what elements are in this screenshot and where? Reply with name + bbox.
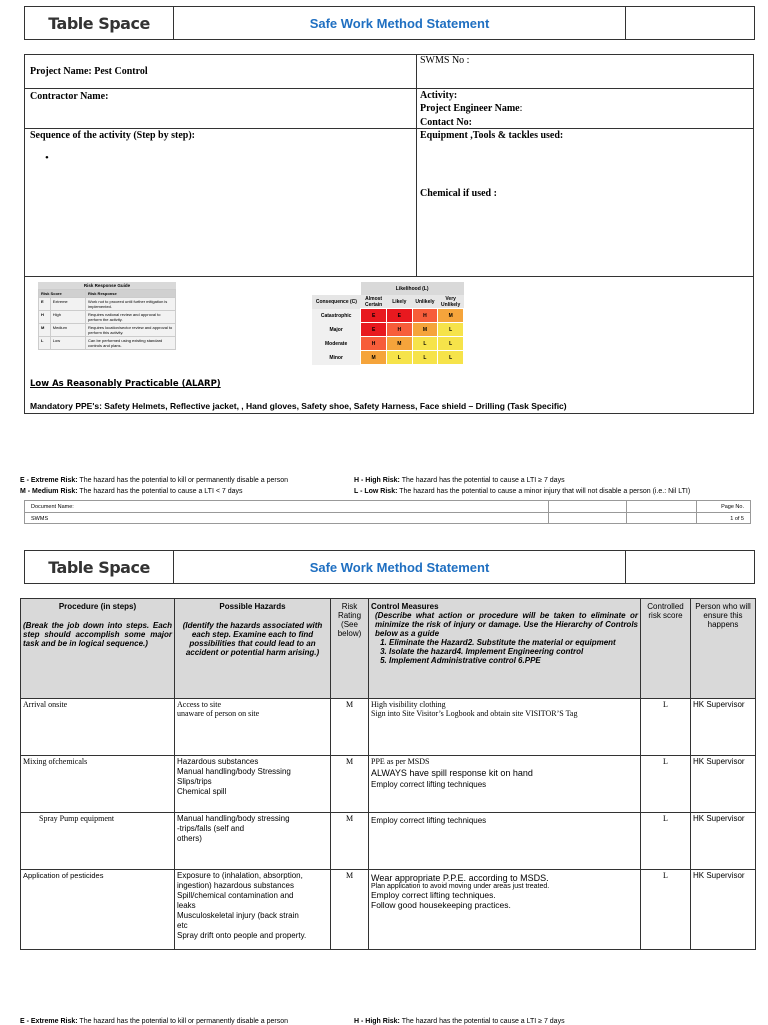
hazard-line: Hazardous substances <box>177 757 259 766</box>
control-hierarchy-item: 1. Eliminate the Hazard2. Substitute the material or equipment <box>389 638 638 647</box>
hazard-line: Exposure to (inhalation, absorption, <box>177 871 303 880</box>
hazard-line: ingestion) hazardous substances <box>177 881 294 890</box>
hazard-line: others) <box>177 834 202 843</box>
control-cell <box>369 813 641 870</box>
risk-rating-cell: M <box>331 756 369 813</box>
project-name: Project Name: Pest Control <box>30 66 148 77</box>
hazard-line: Musculoskeletal injury (back strain <box>177 911 299 920</box>
procedure-cell: Spray Pump equipment <box>21 813 175 870</box>
legend-label: H - High Risk: <box>354 1018 400 1025</box>
risk-guide-header: Risk Response <box>86 290 176 298</box>
risk-matrix-table <box>312 282 464 365</box>
contact-no-label: Contact No: <box>420 117 472 128</box>
person-cell: HK Supervisor <box>691 756 756 813</box>
risk-response: Requires national review and approval to perform the activity. <box>86 311 176 324</box>
page-no-value: 1 of 5 <box>730 516 744 522</box>
likelihood-column: Unlikely <box>415 298 435 305</box>
risk-level: Medium <box>50 324 85 337</box>
consequence-header: Consequence (C) <box>315 298 357 305</box>
divider <box>416 54 417 276</box>
risk-rating-cell: M <box>331 699 369 756</box>
table-row <box>21 756 756 813</box>
matrix-cell: L <box>386 351 412 365</box>
risk-response: Requires location/sector review and approval to perform this activity. <box>86 324 176 337</box>
control-hierarchy-item: 3. Isolate the hazard4. Implement Engineering control <box>389 647 638 656</box>
risk-code: L <box>39 337 51 350</box>
risk-code: M <box>39 324 51 337</box>
legend-extreme <box>20 477 288 484</box>
project-engineer-colon: : <box>519 103 523 114</box>
risk-rating-cell: M <box>331 870 369 950</box>
table-row <box>21 699 756 756</box>
risk-rating-cell: M <box>331 813 369 870</box>
company-logo: Table Space <box>25 551 174 583</box>
matrix-cell: M <box>386 337 412 351</box>
page1-header <box>24 6 755 40</box>
legend-text: The hazard has the potential to cause a LTI ≥ 7 days <box>399 477 565 484</box>
table-row <box>21 870 756 950</box>
divider <box>24 88 754 89</box>
document-title: Safe Work Method Statement <box>174 7 626 39</box>
divider <box>24 276 754 277</box>
hazards-cell <box>175 813 331 870</box>
likelihood-column: Very Unlikely <box>441 295 461 308</box>
hazards-note: (Identify the hazards associated with each step. Examine each to find possibilities that could lead to an accident or potential harm arising.) <box>182 621 323 657</box>
document-name-value: SWMS <box>31 516 49 522</box>
control-cell <box>369 756 641 813</box>
controlled-risk-cell: L <box>641 813 691 870</box>
hazard-line: Spray drift onto people and property. <box>177 931 307 940</box>
risk-level: Low <box>50 337 85 350</box>
risk-guide-title: Risk Response Guide <box>38 282 176 289</box>
control-line: Wear appropriate P.P.E. according to MSDS. <box>371 873 549 883</box>
procedure-cell: Mixing ofchemicals <box>21 756 175 813</box>
matrix-cell: E <box>386 309 412 323</box>
header-blank-cell <box>626 7 754 39</box>
control-header <box>369 599 641 699</box>
legend-medium <box>20 488 243 495</box>
control-title: Control Measures <box>371 602 439 611</box>
risk-response: Can be performed using existing standard controls and plans. <box>86 337 176 350</box>
control-line: Employ correct lifting techniques <box>371 816 487 825</box>
matrix-cell: L <box>438 351 464 365</box>
bullet-point: • <box>45 152 49 164</box>
hazard-line: Manual handling/body Stressing <box>177 767 291 776</box>
risk-code: E <box>39 298 51 311</box>
hazards-cell <box>175 699 331 756</box>
person-header: Person who will ensure this happens <box>691 599 756 699</box>
legend-label: E - Extreme Risk: <box>20 1018 78 1025</box>
matrix-cell: H <box>412 309 438 323</box>
risk-level: Extreme <box>50 298 85 311</box>
control-line: ALWAYS have spill response kit on hand <box>371 768 533 778</box>
alarp-heading: Low As Reasonably Practicable (ALARP) <box>30 379 221 389</box>
controlled-risk-cell: L <box>641 756 691 813</box>
matrix-cell: M <box>361 351 387 365</box>
matrix-cell: H <box>386 323 412 337</box>
legend-high <box>354 477 565 484</box>
hazard-line: Spill/chemical contamination and <box>177 891 294 900</box>
legend-text: The hazard has the potential to kill or permanently disable a person <box>77 1018 288 1025</box>
legend-text: The hazard has the potential to cause a LTI ≥ 7 days <box>399 1018 565 1025</box>
control-line: Follow good housekeeping practices. <box>371 900 511 910</box>
control-note: (Describe what action or procedure will be taken to eliminate or minimize the risk of injury or damage. Use the Hierarchy of Controls below as a guide <box>375 611 638 638</box>
risk-response-guide <box>38 282 176 350</box>
activity-label: Activity: <box>420 90 458 101</box>
control-hierarchy-list <box>371 638 638 665</box>
consequence-row-label: Moderate <box>325 340 348 347</box>
page-no-label: Page No. <box>721 504 744 510</box>
consequence-row-label: Catastrophic <box>320 312 352 319</box>
table-row <box>21 813 756 870</box>
legend-low <box>354 488 690 495</box>
control-hierarchy-item: 5. Implement Administrative control 6.PPE <box>389 656 638 665</box>
sequence-label: Sequence of the activity (Step by step): <box>30 130 195 141</box>
hazard-line: Slips/trips <box>177 777 212 786</box>
hazards-header <box>175 599 331 699</box>
likelihood-column: Almost Certain <box>365 295 383 308</box>
hazard-line: leaks <box>177 901 196 910</box>
hazard-line: Chemical spill <box>177 787 227 796</box>
procedure-header <box>21 599 175 699</box>
person-cell: HK Supervisor <box>691 813 756 870</box>
matrix-cell: L <box>412 337 438 351</box>
matrix-cell: L <box>438 337 464 351</box>
swms-no-label: SWMS No : <box>420 55 470 66</box>
matrix-cell: E <box>361 323 387 337</box>
mandatory-ppe: Mandatory PPE's: Safety Helmets, Reflective jacket, , Hand gloves, Safety shoe, Safety Harness, Face shield – Drilling (Task Specific) <box>30 401 567 411</box>
project-engineer-label <box>420 103 522 114</box>
hazards-title: Possible Hazards <box>219 602 286 611</box>
control-line: Employ correct lifting techniques <box>371 780 487 789</box>
legend-label: M - Medium Risk: <box>20 488 78 495</box>
legend-label: H - High Risk: <box>354 477 400 484</box>
risk-response: Work not to proceed until further mitigation is implemented. <box>86 298 176 311</box>
matrix-cell: L <box>438 323 464 337</box>
legend-text: The hazard has the potential to cause a LTI < 7 days <box>77 488 243 495</box>
control-line: High visibility clothing <box>371 700 446 709</box>
control-line: Plan application to avoid moving under areas just treated. <box>371 883 550 890</box>
procedure-cell: Application of pesticides <box>21 870 175 950</box>
risk-rating-header: Risk Rating (See below) <box>331 599 369 699</box>
company-logo: Table Space <box>25 7 174 39</box>
control-line: Employ correct lifting techniques. <box>371 890 496 900</box>
project-engineer-text: Project Engineer Name <box>420 103 520 114</box>
control-line: Sign into Site Visitor’s Logbook and obtain site VISITOR’S Tag <box>371 709 578 718</box>
matrix-cell: E <box>361 309 387 323</box>
controlled-risk-cell: L <box>641 699 691 756</box>
controlled-risk-cell: L <box>641 870 691 950</box>
header-blank-cell <box>626 551 754 583</box>
hazards-cell <box>175 756 331 813</box>
risk-matrix <box>312 282 464 365</box>
control-line: PPE as per MSDS <box>371 757 430 766</box>
chemical-label: Chemical if used : <box>420 188 497 199</box>
page-footer <box>24 500 751 524</box>
likelihood-title: Likelihood (L) <box>361 282 464 295</box>
contractor-name-label: Contractor Name: <box>30 91 109 102</box>
hazard-line: -trips/falls (self and <box>177 824 245 833</box>
hazard-line: unaware of person on site <box>177 709 260 718</box>
person-cell: HK Supervisor <box>691 699 756 756</box>
divider <box>24 128 754 129</box>
matrix-cell: H <box>361 337 387 351</box>
consequence-row-label: Major <box>329 326 343 333</box>
control-cell <box>369 870 641 950</box>
risk-level: High <box>50 311 85 324</box>
risk-code: H <box>39 311 51 324</box>
document-name-label: Document Name: <box>31 504 74 510</box>
hazard-line: Manual handling/body stressing <box>177 814 290 823</box>
document-title: Safe Work Method Statement <box>174 551 626 583</box>
legend-text: The hazard has the potential to kill or permanently disable a person <box>77 477 288 484</box>
procedure-title: Procedure (in steps) <box>58 602 137 611</box>
equipment-label: Equipment ,Tools & tackles used: <box>420 130 564 141</box>
control-cell <box>369 699 641 756</box>
controlled-risk-header: Controlled risk score <box>641 599 691 699</box>
page2-header <box>24 550 755 584</box>
person-cell: HK Supervisor <box>691 870 756 950</box>
risk-guide-table <box>38 289 176 350</box>
procedure-cell: Arrival onsite <box>21 699 175 756</box>
likelihood-column: Likely <box>392 298 407 305</box>
hazard-line: etc <box>177 921 188 930</box>
legend-label: E - Extreme Risk: <box>20 477 78 484</box>
hazard-line: Access to site <box>177 700 221 709</box>
swms-hazard-table <box>20 598 756 950</box>
hazards-cell <box>175 870 331 950</box>
matrix-cell: M <box>412 323 438 337</box>
procedure-note: (Break the job down into steps. Each step should accomplish some major task and be in logical sequence.) <box>23 621 172 648</box>
legend-text: The hazard has the potential to cause a minor injury that will not disable a person (i.e.: Nil LTI) <box>397 488 691 495</box>
risk-guide-header: Risk Score <box>39 290 86 298</box>
matrix-cell: L <box>412 351 438 365</box>
legend-label: L - Low Risk: <box>354 488 398 495</box>
consequence-row-label: Minor <box>329 354 343 361</box>
matrix-cell: M <box>438 309 464 323</box>
